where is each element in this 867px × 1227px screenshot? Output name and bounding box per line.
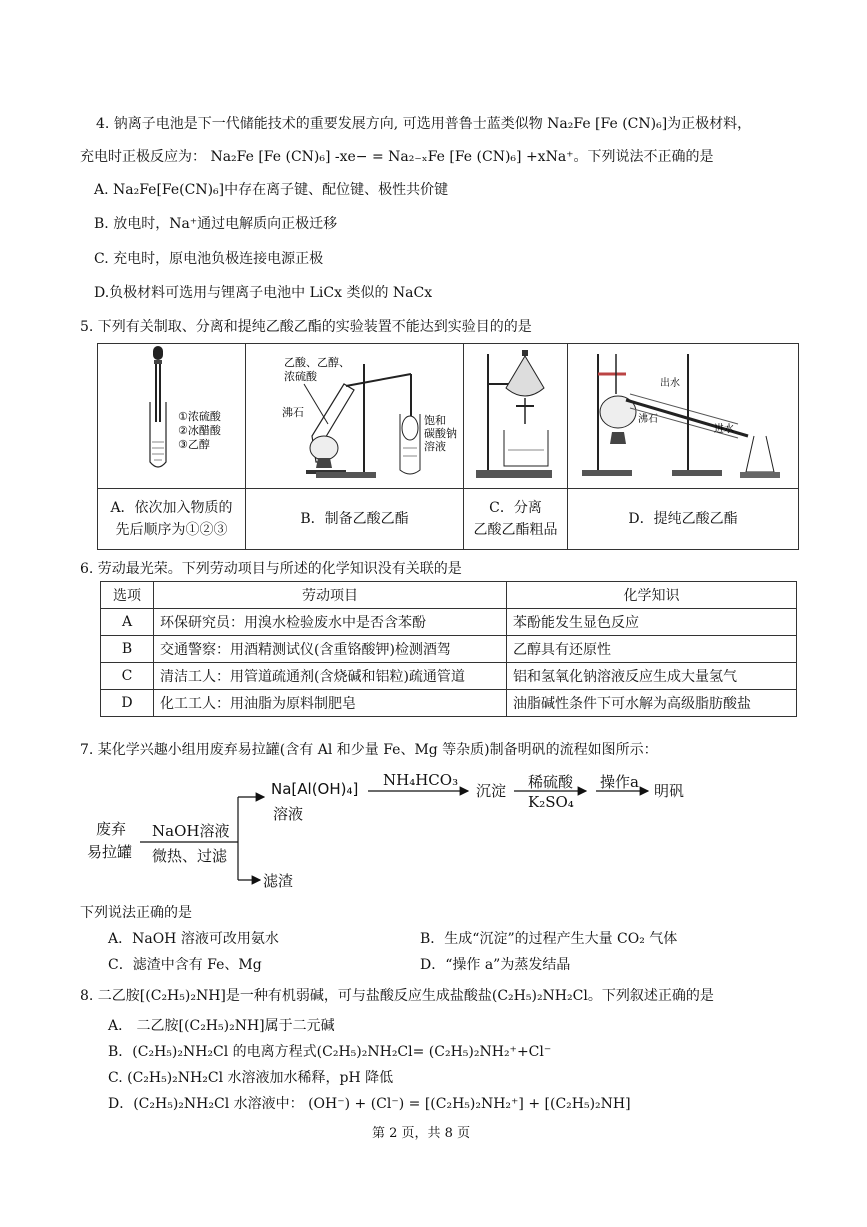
caption-c-line1: C．分离 [489,500,542,516]
label-d-chip: 沸石 [638,414,658,425]
cell-knowledge: 苯酚能发生显色反应 [507,609,797,636]
flow-final: 明矾 [654,782,685,800]
cell-labor: 化工工人：用油脂为原料制肥皂 [154,690,507,717]
header-option: 选项 [101,582,154,609]
flow-step3-bottom: K₂SO₄ [528,793,574,811]
label-b-sol2: 碳酸钠 [424,427,457,440]
flow-precipitate: 沉淀 [476,782,507,800]
label-b-reagents1: 乙酸、乙醇、 [284,356,350,369]
flow-product1: Na[Al(OH)₄] [271,780,359,798]
cell-knowledge: 油脂碱性条件下可水解为高级脂肪酸盐 [507,690,797,717]
cell-option: D [101,690,154,717]
caption-a-line2: 先后顺序为①②③ [115,522,228,538]
label-d-in: 进水 [714,424,734,435]
cell-labor: 清洁工人：用管道疏通剂(含烧碱和铝粒)疏通管道 [154,663,507,690]
q8-stem: 8. 二乙胺[(C₂H₅)₂NH]是一种有机弱碱，可与盐酸反应生成盐酸盐(C₂H₅)₂NH₂Cl。下列叙述正确的是 [80,988,714,1004]
cell-option: B [101,636,154,663]
label-d-out: 出水 [660,378,680,389]
flow-step1-bottom: 微热、过滤 [152,847,228,865]
flow-step3-top: 稀硫酸 [528,773,574,791]
cell-option: C [101,663,154,690]
q8-option-b: B．(C₂H₅)₂NH₂Cl 的电离方程式(C₂H₅)₂NH₂Cl= (C₂H₅)₂NH₂⁺+Cl⁻ [108,1044,552,1060]
flow-start-1: 废弃 [96,820,127,838]
flow-residue: 滤渣 [263,872,294,890]
caption-a-line1: A．依次加入物质的 [110,500,233,516]
q4-option-b: B. 放电时，Na⁺通过电解质向正极迁移 [94,216,338,232]
caption-b: B．制备乙酸乙酯 [246,489,464,550]
cell-knowledge: 乙醇具有还原性 [507,636,797,663]
flow-step1-top: NaOH溶液 [152,822,230,840]
cell-labor: 环保研究员：用溴水检验废水中是否含苯酚 [154,609,507,636]
label-b-sol1: 饱和 [424,414,446,427]
q8-option-a: A． 二乙胺[(C₂H₅)₂NH]属于二元碱 [108,1018,335,1034]
flow-product1-sub: 溶液 [273,805,304,823]
label-a1: ①浓硫酸 [178,410,221,423]
q4-option-c: C. 充电时，原电池负极连接电源正极 [94,251,324,267]
label-a3: ③乙醇 [178,438,210,451]
q7-stem: 7. 某化学兴趣小组用废弃易拉罐(含有 Al 和少量 Fe、Mg 等杂质)制备明矾的流程如图所示： [80,742,658,758]
q7-option-b: B．生成“沉淀”的过程产生大量 CO₂ 气体 [420,931,678,947]
header-labor: 劳动项目 [154,582,507,609]
q4-option-d: D.负极材料可选用与锂离子电池中 LiCx 类似的 NaCx [94,285,433,301]
cell-option: A [101,609,154,636]
flow-step2: NH₄HCO₃ [383,771,459,789]
q8-option-d: D．(C₂H₅)₂NH₂Cl 水溶液中： (OH⁻) + (Cl⁻) = [(C₂H₅)₂NH₂⁺] + [(C₂H₅)₂NH] [108,1096,631,1112]
caption-c-line2: 乙酸乙酯粗品 [473,522,558,538]
q4-line1: 4. 钠离子电池是下一代储能技术的重要发展方向, 可选用普鲁士蓝类似物 Na₂Fe [Fe (CN)₆]为正极材料， [96,116,752,132]
label-a2: ②冰醋酸 [178,424,221,437]
cell-labor: 交通警察：用酒精测试仪(含重铬酸钾)检测酒驾 [154,636,507,663]
q6-stem: 6. 劳动最光荣。下列劳动项目与所述的化学知识没有关联的是 [80,561,462,577]
q4-line2: 充电时正极反应为： Na₂Fe [Fe (CN)₆] -xe− = Na₂₋ₓFe [Fe (CN)₆] +xNa⁺。下列说法不正确的是 [80,149,714,165]
flow-step4: 操作a [600,773,639,791]
q7-option-a: A．NaOH 溶液可改用氨水 [108,931,279,947]
label-b-sol3: 溶液 [424,440,446,453]
q7-prompt: 下列说法正确的是 [80,905,192,921]
header-knowledge: 化学知识 [507,582,797,609]
label-b-chip: 沸石 [282,406,304,419]
q4-option-a: A. Na₂Fe[Fe(CN)₆]中存在离子键、配位键、极性共价键 [94,182,449,198]
caption-d: D．提纯乙酸乙酯 [568,489,799,550]
q7-option-c: C．滤渣中含有 Fe、Mg [108,957,262,973]
cell-knowledge: 铝和氢氧化钠溶液反应生成大量氢气 [507,663,797,690]
flow-start-2: 易拉罐 [87,843,133,861]
label-b-reagents2: 浓硫酸 [284,370,317,383]
q5-stem: 5. 下列有关制取、分离和提纯乙酸乙酯的实验装置不能达到实验目的的是 [80,319,532,335]
page-footer: 第 2 页，共 8 页 [372,1126,471,1141]
q8-option-c: C. (C₂H₅)₂NH₂Cl 水溶液加水稀释，pH 降低 [108,1070,394,1086]
q7-option-d: D．“操作 a”为蒸发结晶 [420,957,571,973]
